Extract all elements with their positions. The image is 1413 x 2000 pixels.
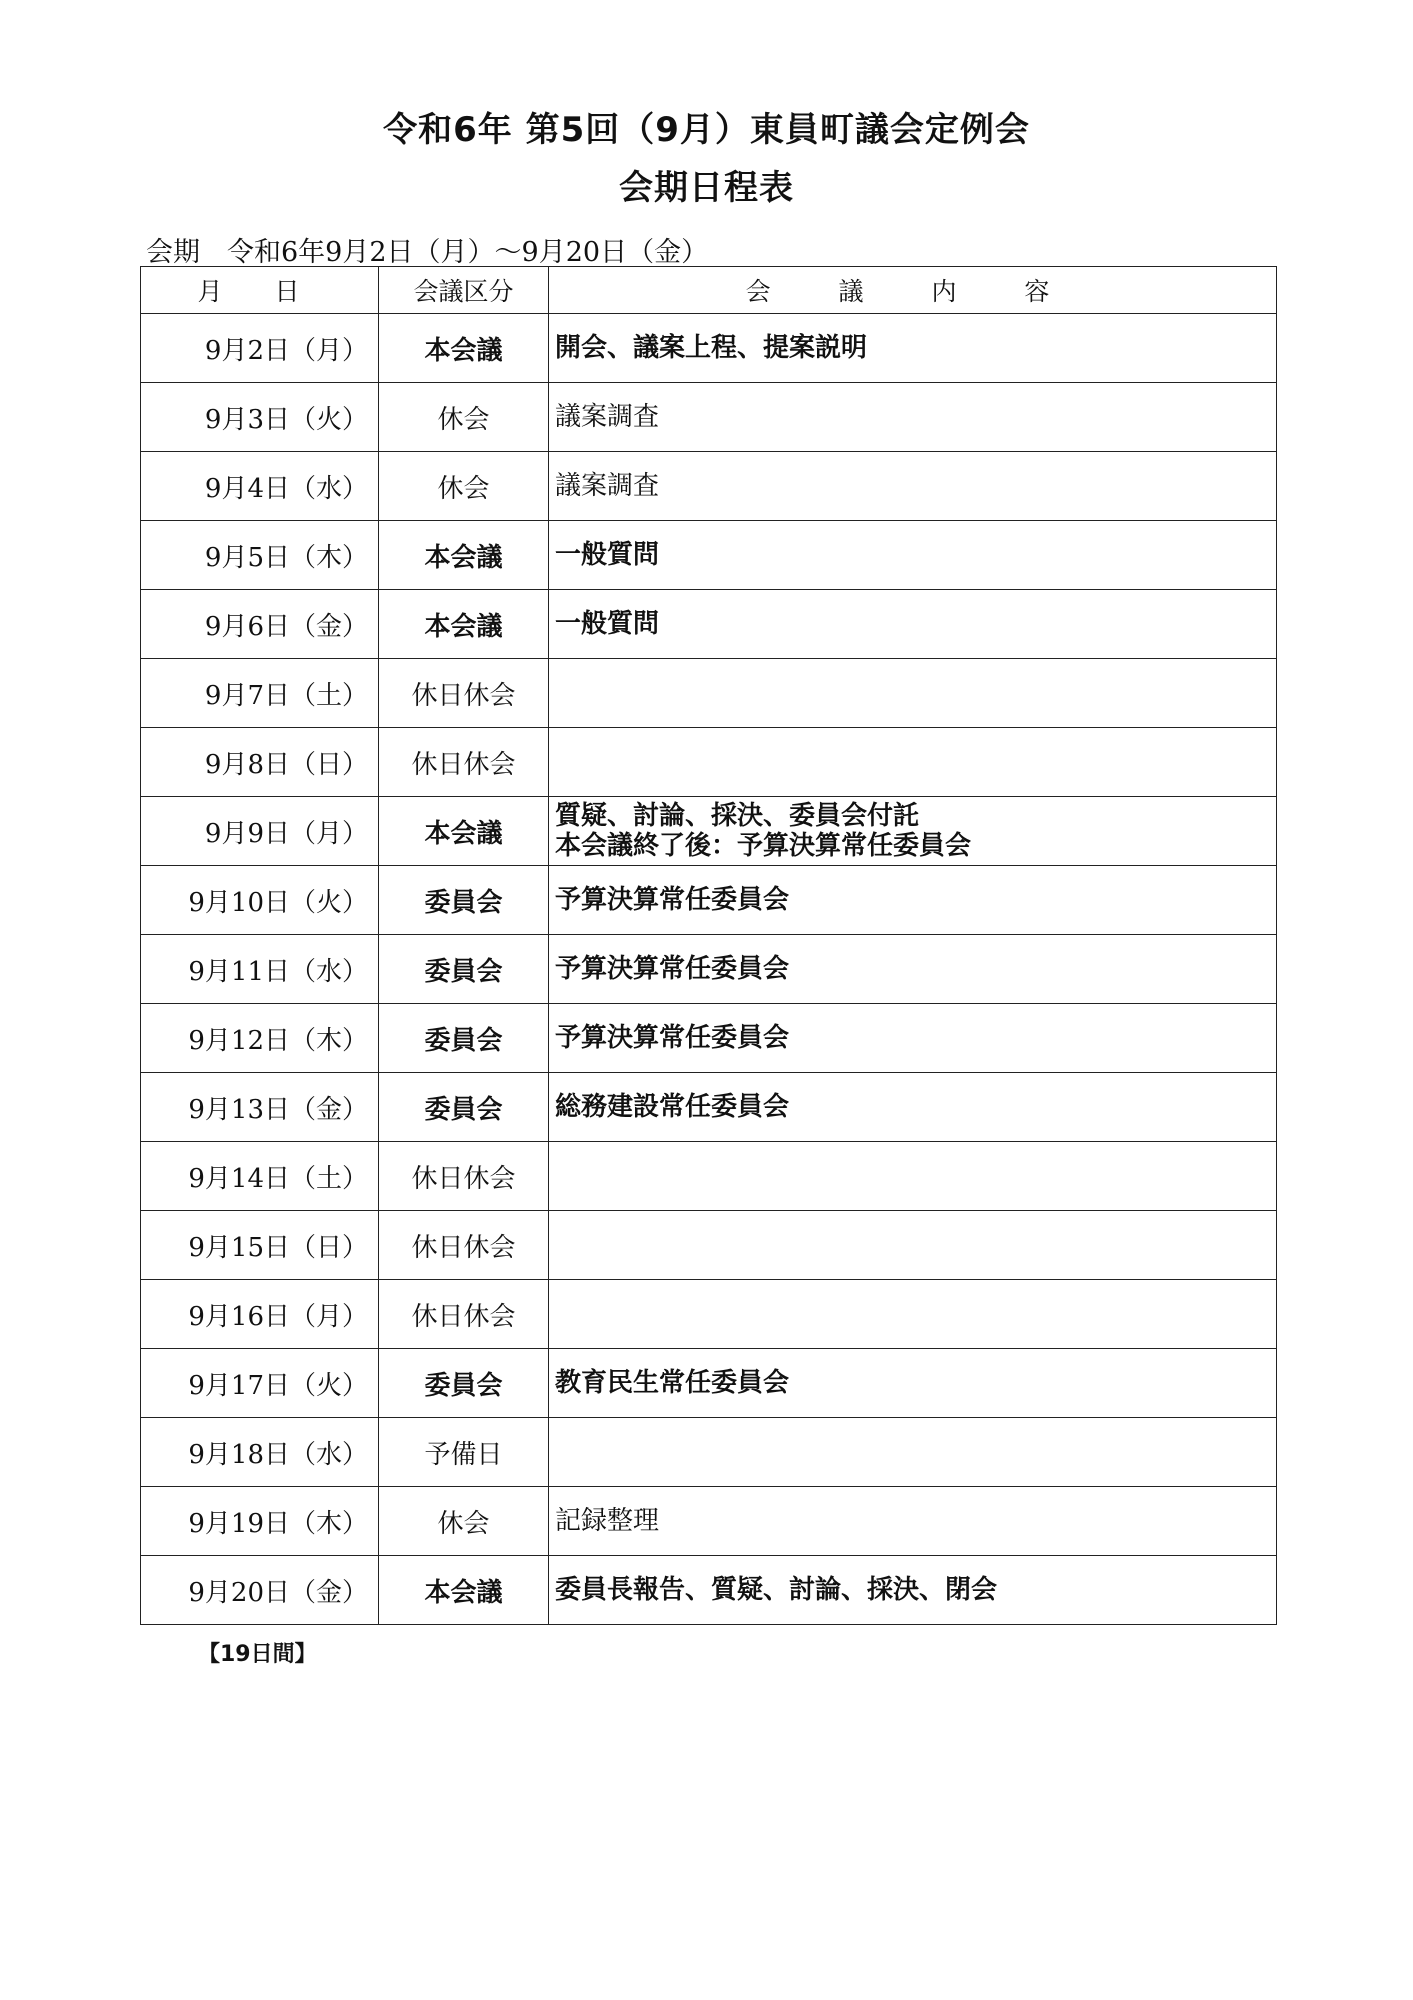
table-row bbox=[141, 1418, 1277, 1487]
session-period: 会期 令和6年9月2日（月）～9月20日（金） bbox=[146, 237, 709, 268]
row-date: 9月11日（水） bbox=[141, 935, 379, 1004]
row-date: 9月7日（土） bbox=[141, 659, 379, 728]
row-category: 休会 bbox=[379, 383, 549, 452]
row-category: 本会議 bbox=[379, 797, 549, 866]
row-category: 予備日 bbox=[379, 1418, 549, 1487]
table-row bbox=[141, 1280, 1277, 1349]
row-category: 休会 bbox=[379, 1487, 549, 1556]
row-content: 議案調査 bbox=[549, 383, 1277, 452]
row-content: 委員長報告、質疑、討論、採決、閉会 bbox=[549, 1556, 1277, 1625]
row-date: 9月20日（金） bbox=[141, 1556, 379, 1625]
table-row bbox=[141, 1211, 1277, 1280]
document-subtitle: 会期日程表 bbox=[619, 168, 794, 208]
table-row bbox=[141, 1556, 1277, 1625]
table-row bbox=[141, 866, 1277, 935]
row-category: 休日休会 bbox=[379, 1211, 549, 1280]
row-date: 9月18日（水） bbox=[141, 1418, 379, 1487]
table-row bbox=[141, 314, 1277, 383]
row-category: 休日休会 bbox=[379, 728, 549, 797]
row-date: 9月12日（木） bbox=[141, 1004, 379, 1073]
table-row bbox=[141, 797, 1277, 866]
row-category: 委員会 bbox=[379, 935, 549, 1004]
row-category: 委員会 bbox=[379, 1349, 549, 1418]
row-content bbox=[549, 659, 1277, 728]
row-category: 休会 bbox=[379, 452, 549, 521]
row-category: 本会議 bbox=[379, 314, 549, 383]
row-date: 9月3日（火） bbox=[141, 383, 379, 452]
table-row bbox=[141, 659, 1277, 728]
table-row bbox=[141, 1349, 1277, 1418]
row-content: 一般質問 bbox=[549, 521, 1277, 590]
row-content: 一般質問 bbox=[549, 590, 1277, 659]
schedule-table bbox=[140, 266, 1277, 1625]
row-content bbox=[549, 1211, 1277, 1280]
row-date: 9月9日（月） bbox=[141, 797, 379, 866]
row-date: 9月6日（金） bbox=[141, 590, 379, 659]
row-category: 委員会 bbox=[379, 1004, 549, 1073]
header-content: 会 議 内 容 bbox=[549, 267, 1277, 314]
row-content: 記録整理 bbox=[549, 1487, 1277, 1556]
table-row bbox=[141, 1073, 1277, 1142]
row-content: 教育民生常任委員会 bbox=[549, 1349, 1277, 1418]
table-header-row bbox=[141, 267, 1277, 314]
row-date: 9月5日（木） bbox=[141, 521, 379, 590]
row-date: 9月10日（火） bbox=[141, 866, 379, 935]
row-category: 休日休会 bbox=[379, 659, 549, 728]
row-category: 本会議 bbox=[379, 590, 549, 659]
table-row bbox=[141, 935, 1277, 1004]
row-content: 予算決算常任委員会 bbox=[549, 866, 1277, 935]
row-category: 休日休会 bbox=[379, 1280, 549, 1349]
table-row bbox=[141, 590, 1277, 659]
row-content: 開会、議案上程、提案説明 bbox=[549, 314, 1277, 383]
row-date: 9月8日（日） bbox=[141, 728, 379, 797]
row-date: 9月19日（木） bbox=[141, 1487, 379, 1556]
row-content bbox=[549, 1418, 1277, 1487]
row-category: 本会議 bbox=[379, 521, 549, 590]
header-category: 会議区分 bbox=[379, 267, 549, 314]
row-date: 9月17日（火） bbox=[141, 1349, 379, 1418]
total-days: 【19日間】 bbox=[198, 1642, 317, 1667]
row-content: 総務建設常任委員会 bbox=[549, 1073, 1277, 1142]
row-date: 9月16日（月） bbox=[141, 1280, 379, 1349]
schedule-body bbox=[141, 314, 1277, 1625]
row-content bbox=[549, 728, 1277, 797]
row-date: 9月4日（水） bbox=[141, 452, 379, 521]
row-content: 議案調査 bbox=[549, 452, 1277, 521]
row-content: 予算決算常任委員会 bbox=[549, 1004, 1277, 1073]
table-row bbox=[141, 452, 1277, 521]
table-row bbox=[141, 1487, 1277, 1556]
header-date: 月 日 bbox=[141, 267, 379, 314]
table-row bbox=[141, 728, 1277, 797]
row-date: 9月2日（月） bbox=[141, 314, 379, 383]
document-title: 令和6年 第5回（9月）東員町議会定例会 bbox=[383, 110, 1030, 150]
table-row bbox=[141, 383, 1277, 452]
row-content bbox=[549, 1280, 1277, 1349]
row-content bbox=[549, 1142, 1277, 1211]
row-category: 委員会 bbox=[379, 1073, 549, 1142]
row-content: 質疑、討論、採決、委員会付託 本会議終了後：予算決算常任委員会 bbox=[549, 797, 1277, 866]
row-category: 委員会 bbox=[379, 866, 549, 935]
row-date: 9月14日（土） bbox=[141, 1142, 379, 1211]
row-category: 本会議 bbox=[379, 1556, 549, 1625]
row-category: 休日休会 bbox=[379, 1142, 549, 1211]
table-row bbox=[141, 521, 1277, 590]
row-date: 9月15日（日） bbox=[141, 1211, 379, 1280]
row-content: 予算決算常任委員会 bbox=[549, 935, 1277, 1004]
table-row bbox=[141, 1142, 1277, 1211]
table-row bbox=[141, 1004, 1277, 1073]
row-date: 9月13日（金） bbox=[141, 1073, 379, 1142]
